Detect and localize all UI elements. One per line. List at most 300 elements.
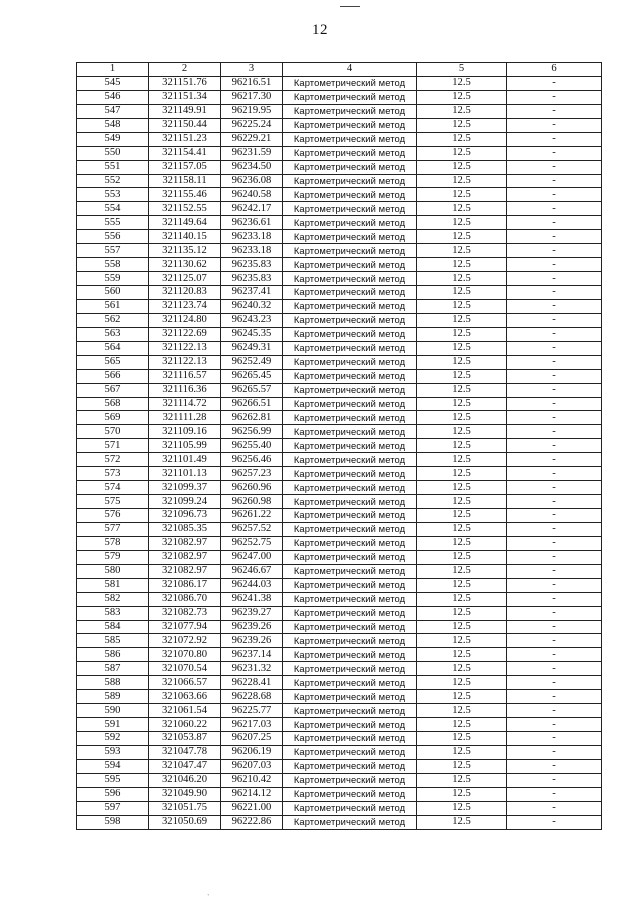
- precision-value-cell: 12.5: [417, 495, 507, 509]
- x-coordinate-cell: 321149.91: [149, 104, 221, 118]
- x-coordinate-cell: 321047.78: [149, 745, 221, 759]
- point-number-cell: 580: [77, 564, 149, 578]
- y-coordinate-cell: 96240.58: [221, 188, 283, 202]
- table-row: [77, 160, 602, 174]
- x-coordinate-cell: 321072.92: [149, 634, 221, 648]
- determination-method-cell: Картометрический метод: [283, 202, 417, 216]
- table-row: [77, 397, 602, 411]
- description-cell: -: [507, 634, 602, 648]
- x-coordinate-cell: 321085.35: [149, 522, 221, 536]
- point-number-cell: 549: [77, 132, 149, 146]
- precision-value-cell: 12.5: [417, 592, 507, 606]
- description-cell: -: [507, 244, 602, 258]
- x-coordinate-cell: 321086.70: [149, 592, 221, 606]
- determination-method-cell: Картометрический метод: [283, 118, 417, 132]
- point-number-cell: 597: [77, 801, 149, 815]
- y-coordinate-cell: 96207.03: [221, 759, 283, 773]
- description-cell: -: [507, 564, 602, 578]
- table-row: [77, 606, 602, 620]
- description-cell: -: [507, 662, 602, 676]
- precision-value-cell: 12.5: [417, 104, 507, 118]
- y-coordinate-cell: 96217.03: [221, 718, 283, 732]
- x-coordinate-cell: 321077.94: [149, 620, 221, 634]
- point-number-cell: 598: [77, 815, 149, 829]
- description-cell: -: [507, 299, 602, 313]
- description-cell: -: [507, 104, 602, 118]
- precision-value-cell: 12.5: [417, 606, 507, 620]
- y-coordinate-cell: 96265.57: [221, 383, 283, 397]
- precision-value-cell: 12.5: [417, 327, 507, 341]
- determination-method-cell: Картометрический метод: [283, 76, 417, 90]
- description-cell: -: [507, 146, 602, 160]
- determination-method-cell: Картометрический метод: [283, 160, 417, 174]
- determination-method-cell: Картометрический метод: [283, 815, 417, 829]
- y-coordinate-cell: 96222.86: [221, 815, 283, 829]
- point-number-cell: 564: [77, 341, 149, 355]
- table-row: [77, 815, 602, 829]
- description-cell: -: [507, 718, 602, 732]
- column-header-2: 2: [149, 63, 221, 77]
- table-row: [77, 787, 602, 801]
- table-row: [77, 425, 602, 439]
- point-number-cell: 581: [77, 578, 149, 592]
- determination-method-cell: Картометрический метод: [283, 244, 417, 258]
- description-cell: -: [507, 383, 602, 397]
- determination-method-cell: Картометрический метод: [283, 453, 417, 467]
- determination-method-cell: Картометрический метод: [283, 425, 417, 439]
- description-cell: -: [507, 313, 602, 327]
- determination-method-cell: Картометрический метод: [283, 564, 417, 578]
- point-number-cell: 562: [77, 313, 149, 327]
- table-row: [77, 146, 602, 160]
- determination-method-cell: Картометрический метод: [283, 467, 417, 481]
- point-number-cell: 571: [77, 439, 149, 453]
- point-number-cell: 551: [77, 160, 149, 174]
- x-coordinate-cell: 321152.55: [149, 202, 221, 216]
- table-row: [77, 759, 602, 773]
- x-coordinate-cell: 321047.47: [149, 759, 221, 773]
- point-number-cell: 552: [77, 174, 149, 188]
- description-cell: -: [507, 453, 602, 467]
- x-coordinate-cell: 321060.22: [149, 718, 221, 732]
- x-coordinate-cell: 321070.80: [149, 648, 221, 662]
- description-cell: -: [507, 90, 602, 104]
- table-row: [77, 258, 602, 272]
- description-cell: -: [507, 606, 602, 620]
- x-coordinate-cell: 321082.73: [149, 606, 221, 620]
- determination-method-cell: Картометрический метод: [283, 286, 417, 300]
- y-coordinate-cell: 96235.83: [221, 272, 283, 286]
- precision-value-cell: 12.5: [417, 536, 507, 550]
- y-coordinate-cell: 96256.99: [221, 425, 283, 439]
- determination-method-cell: Картометрический метод: [283, 411, 417, 425]
- precision-value-cell: 12.5: [417, 341, 507, 355]
- column-header-6: 6: [507, 63, 602, 77]
- precision-value-cell: 12.5: [417, 397, 507, 411]
- x-coordinate-cell: 321061.54: [149, 704, 221, 718]
- determination-method-cell: Картометрический метод: [283, 495, 417, 509]
- precision-value-cell: 12.5: [417, 815, 507, 829]
- precision-value-cell: 12.5: [417, 313, 507, 327]
- precision-value-cell: 12.5: [417, 718, 507, 732]
- table-row: [77, 286, 602, 300]
- table-row: [77, 383, 602, 397]
- point-number-cell: 593: [77, 745, 149, 759]
- x-coordinate-cell: 321109.16: [149, 425, 221, 439]
- precision-value-cell: 12.5: [417, 76, 507, 90]
- y-coordinate-cell: 96247.00: [221, 550, 283, 564]
- y-coordinate-cell: 96235.83: [221, 258, 283, 272]
- description-cell: -: [507, 286, 602, 300]
- precision-value-cell: 12.5: [417, 648, 507, 662]
- precision-value-cell: 12.5: [417, 662, 507, 676]
- determination-method-cell: Картометрический метод: [283, 104, 417, 118]
- precision-value-cell: 12.5: [417, 522, 507, 536]
- y-coordinate-cell: 96216.51: [221, 76, 283, 90]
- y-coordinate-cell: 96237.14: [221, 648, 283, 662]
- description-cell: -: [507, 620, 602, 634]
- precision-value-cell: 12.5: [417, 453, 507, 467]
- precision-value-cell: 12.5: [417, 690, 507, 704]
- description-cell: -: [507, 132, 602, 146]
- precision-value-cell: 12.5: [417, 425, 507, 439]
- table-row: [77, 620, 602, 634]
- description-cell: -: [507, 439, 602, 453]
- point-number-cell: 592: [77, 732, 149, 746]
- x-coordinate-cell: 321070.54: [149, 662, 221, 676]
- point-number-cell: 570: [77, 425, 149, 439]
- y-coordinate-cell: 96225.77: [221, 704, 283, 718]
- description-cell: -: [507, 118, 602, 132]
- scan-mark: `: [207, 893, 210, 902]
- determination-method-cell: Картометрический метод: [283, 216, 417, 230]
- table-row: [77, 662, 602, 676]
- table-row: [77, 90, 602, 104]
- table-row: [77, 76, 602, 90]
- determination-method-cell: Картометрический метод: [283, 620, 417, 634]
- description-cell: -: [507, 648, 602, 662]
- point-number-cell: 569: [77, 411, 149, 425]
- description-cell: -: [507, 327, 602, 341]
- y-coordinate-cell: 96260.98: [221, 495, 283, 509]
- point-number-cell: 545: [77, 76, 149, 90]
- x-coordinate-cell: 321053.87: [149, 732, 221, 746]
- table-row: [77, 481, 602, 495]
- point-number-cell: 576: [77, 509, 149, 523]
- point-number-cell: 554: [77, 202, 149, 216]
- description-cell: -: [507, 773, 602, 787]
- x-coordinate-cell: 321120.83: [149, 286, 221, 300]
- point-number-cell: 555: [77, 216, 149, 230]
- precision-value-cell: 12.5: [417, 467, 507, 481]
- x-coordinate-cell: 321122.69: [149, 327, 221, 341]
- description-cell: -: [507, 160, 602, 174]
- table-row: [77, 411, 602, 425]
- point-number-cell: 591: [77, 718, 149, 732]
- description-cell: -: [507, 690, 602, 704]
- y-coordinate-cell: 96243.23: [221, 313, 283, 327]
- table-row: [77, 313, 602, 327]
- description-cell: -: [507, 509, 602, 523]
- x-coordinate-cell: 321105.99: [149, 439, 221, 453]
- x-coordinate-cell: 321082.97: [149, 564, 221, 578]
- point-number-cell: 567: [77, 383, 149, 397]
- x-coordinate-cell: 321124.80: [149, 313, 221, 327]
- description-cell: -: [507, 258, 602, 272]
- y-coordinate-cell: 96246.67: [221, 564, 283, 578]
- determination-method-cell: Картометрический метод: [283, 90, 417, 104]
- table-row: [77, 341, 602, 355]
- point-number-cell: 557: [77, 244, 149, 258]
- x-coordinate-cell: 321157.05: [149, 160, 221, 174]
- point-number-cell: 548: [77, 118, 149, 132]
- precision-value-cell: 12.5: [417, 550, 507, 564]
- determination-method-cell: Картометрический метод: [283, 439, 417, 453]
- table-row: [77, 676, 602, 690]
- determination-method-cell: Картометрический метод: [283, 313, 417, 327]
- table-row: [77, 467, 602, 481]
- precision-value-cell: 12.5: [417, 355, 507, 369]
- point-number-cell: 565: [77, 355, 149, 369]
- point-number-cell: 558: [77, 258, 149, 272]
- table-body: [77, 76, 602, 829]
- determination-method-cell: Картометрический метод: [283, 509, 417, 523]
- table-row: [77, 550, 602, 564]
- precision-value-cell: 12.5: [417, 732, 507, 746]
- point-number-cell: 550: [77, 146, 149, 160]
- y-coordinate-cell: 96206.19: [221, 745, 283, 759]
- y-coordinate-cell: 96228.68: [221, 690, 283, 704]
- determination-method-cell: Картометрический метод: [283, 550, 417, 564]
- point-number-cell: 583: [77, 606, 149, 620]
- y-coordinate-cell: 96242.17: [221, 202, 283, 216]
- table-row: [77, 718, 602, 732]
- description-cell: -: [507, 425, 602, 439]
- description-cell: -: [507, 536, 602, 550]
- table-row: [77, 327, 602, 341]
- precision-value-cell: 12.5: [417, 369, 507, 383]
- point-number-cell: 585: [77, 634, 149, 648]
- precision-value-cell: 12.5: [417, 620, 507, 634]
- y-coordinate-cell: 96239.26: [221, 634, 283, 648]
- point-number-cell: 572: [77, 453, 149, 467]
- precision-value-cell: 12.5: [417, 244, 507, 258]
- determination-method-cell: Картометрический метод: [283, 745, 417, 759]
- description-cell: -: [507, 369, 602, 383]
- precision-value-cell: 12.5: [417, 564, 507, 578]
- determination-method-cell: Картометрический метод: [283, 690, 417, 704]
- y-coordinate-cell: 96234.50: [221, 160, 283, 174]
- x-coordinate-cell: 321086.17: [149, 578, 221, 592]
- y-coordinate-cell: 96244.03: [221, 578, 283, 592]
- y-coordinate-cell: 96219.95: [221, 104, 283, 118]
- description-cell: -: [507, 216, 602, 230]
- y-coordinate-cell: 96239.26: [221, 620, 283, 634]
- determination-method-cell: Картометрический метод: [283, 718, 417, 732]
- precision-value-cell: 12.5: [417, 439, 507, 453]
- description-cell: -: [507, 272, 602, 286]
- determination-method-cell: Картометрический метод: [283, 230, 417, 244]
- table-row: [77, 355, 602, 369]
- point-number-cell: 566: [77, 369, 149, 383]
- determination-method-cell: Картометрический метод: [283, 272, 417, 286]
- x-coordinate-cell: 321082.97: [149, 536, 221, 550]
- precision-value-cell: 12.5: [417, 773, 507, 787]
- table-row: [77, 745, 602, 759]
- precision-value-cell: 12.5: [417, 745, 507, 759]
- x-coordinate-cell: 321050.69: [149, 815, 221, 829]
- x-coordinate-cell: 321125.07: [149, 272, 221, 286]
- x-coordinate-cell: 321101.13: [149, 467, 221, 481]
- table-row: [77, 495, 602, 509]
- x-coordinate-cell: 321158.11: [149, 174, 221, 188]
- description-cell: -: [507, 202, 602, 216]
- page-top-rule: [340, 6, 360, 7]
- determination-method-cell: Картометрический метод: [283, 787, 417, 801]
- x-coordinate-cell: 321135.12: [149, 244, 221, 258]
- x-coordinate-cell: 321122.13: [149, 355, 221, 369]
- x-coordinate-cell: 321099.37: [149, 481, 221, 495]
- determination-method-cell: Картометрический метод: [283, 132, 417, 146]
- precision-value-cell: 12.5: [417, 676, 507, 690]
- y-coordinate-cell: 96231.32: [221, 662, 283, 676]
- column-header-5: 5: [417, 63, 507, 77]
- point-number-cell: 546: [77, 90, 149, 104]
- y-coordinate-cell: 96265.45: [221, 369, 283, 383]
- precision-value-cell: 12.5: [417, 202, 507, 216]
- determination-method-cell: Картометрический метод: [283, 648, 417, 662]
- table-row: [77, 704, 602, 718]
- description-cell: -: [507, 704, 602, 718]
- y-coordinate-cell: 96233.18: [221, 230, 283, 244]
- table-row: [77, 648, 602, 662]
- description-cell: -: [507, 801, 602, 815]
- determination-method-cell: Картометрический метод: [283, 536, 417, 550]
- x-coordinate-cell: 321123.74: [149, 299, 221, 313]
- x-coordinate-cell: 321151.34: [149, 90, 221, 104]
- table-row: [77, 230, 602, 244]
- y-coordinate-cell: 96257.23: [221, 467, 283, 481]
- table-row: [77, 773, 602, 787]
- y-coordinate-cell: 96260.96: [221, 481, 283, 495]
- point-number-cell: 547: [77, 104, 149, 118]
- precision-value-cell: 12.5: [417, 272, 507, 286]
- x-coordinate-cell: 321101.49: [149, 453, 221, 467]
- point-number-cell: 586: [77, 648, 149, 662]
- description-cell: -: [507, 481, 602, 495]
- precision-value-cell: 12.5: [417, 230, 507, 244]
- determination-method-cell: Картометрический метод: [283, 662, 417, 676]
- point-number-cell: 561: [77, 299, 149, 313]
- page-number: 12: [312, 22, 328, 38]
- determination-method-cell: Картометрический метод: [283, 327, 417, 341]
- table-row: [77, 132, 602, 146]
- point-number-cell: 563: [77, 327, 149, 341]
- description-cell: -: [507, 745, 602, 759]
- y-coordinate-cell: 96210.42: [221, 773, 283, 787]
- x-coordinate-cell: 321155.46: [149, 188, 221, 202]
- point-number-cell: 575: [77, 495, 149, 509]
- determination-method-cell: Картометрический метод: [283, 481, 417, 495]
- table-row: [77, 592, 602, 606]
- y-coordinate-cell: 96257.52: [221, 522, 283, 536]
- table-row: [77, 369, 602, 383]
- table-row: [77, 202, 602, 216]
- point-number-cell: 588: [77, 676, 149, 690]
- x-coordinate-cell: 321140.15: [149, 230, 221, 244]
- precision-value-cell: 12.5: [417, 90, 507, 104]
- y-coordinate-cell: 96231.59: [221, 146, 283, 160]
- y-coordinate-cell: 96249.31: [221, 341, 283, 355]
- column-header-1: 1: [77, 63, 149, 77]
- precision-value-cell: 12.5: [417, 801, 507, 815]
- point-number-cell: 584: [77, 620, 149, 634]
- precision-value-cell: 12.5: [417, 299, 507, 313]
- precision-value-cell: 12.5: [417, 787, 507, 801]
- y-coordinate-cell: 96239.27: [221, 606, 283, 620]
- precision-value-cell: 12.5: [417, 146, 507, 160]
- table-row: [77, 801, 602, 815]
- description-cell: -: [507, 397, 602, 411]
- precision-value-cell: 12.5: [417, 704, 507, 718]
- determination-method-cell: Картометрический метод: [283, 299, 417, 313]
- table-header-row: [77, 63, 602, 77]
- y-coordinate-cell: 96221.00: [221, 801, 283, 815]
- table-row: [77, 509, 602, 523]
- description-cell: -: [507, 759, 602, 773]
- determination-method-cell: Картометрический метод: [283, 258, 417, 272]
- table-row: [77, 634, 602, 648]
- point-number-cell: 587: [77, 662, 149, 676]
- point-number-cell: 595: [77, 773, 149, 787]
- x-coordinate-cell: 321099.24: [149, 495, 221, 509]
- table-row: [77, 272, 602, 286]
- description-cell: -: [507, 550, 602, 564]
- determination-method-cell: Картометрический метод: [283, 801, 417, 815]
- description-cell: -: [507, 467, 602, 481]
- table-row: [77, 564, 602, 578]
- determination-method-cell: Картометрический метод: [283, 369, 417, 383]
- x-coordinate-cell: 321096.73: [149, 509, 221, 523]
- x-coordinate-cell: 321066.57: [149, 676, 221, 690]
- precision-value-cell: 12.5: [417, 759, 507, 773]
- description-cell: -: [507, 522, 602, 536]
- precision-value-cell: 12.5: [417, 160, 507, 174]
- y-coordinate-cell: 96207.25: [221, 732, 283, 746]
- x-coordinate-cell: 321154.41: [149, 146, 221, 160]
- y-coordinate-cell: 96255.40: [221, 439, 283, 453]
- y-coordinate-cell: 96240.32: [221, 299, 283, 313]
- determination-method-cell: Картометрический метод: [283, 341, 417, 355]
- determination-method-cell: Картометрический метод: [283, 606, 417, 620]
- point-number-cell: 556: [77, 230, 149, 244]
- precision-value-cell: 12.5: [417, 174, 507, 188]
- point-number-cell: 589: [77, 690, 149, 704]
- x-coordinate-cell: 321116.57: [149, 369, 221, 383]
- determination-method-cell: Картометрический метод: [283, 578, 417, 592]
- determination-method-cell: Картометрический метод: [283, 759, 417, 773]
- point-number-cell: 579: [77, 550, 149, 564]
- determination-method-cell: Картометрический метод: [283, 522, 417, 536]
- description-cell: -: [507, 341, 602, 355]
- point-number-cell: 559: [77, 272, 149, 286]
- y-coordinate-cell: 96228.41: [221, 676, 283, 690]
- description-cell: -: [507, 592, 602, 606]
- x-coordinate-cell: 321122.13: [149, 341, 221, 355]
- y-coordinate-cell: 96261.22: [221, 509, 283, 523]
- column-header-4: 4: [283, 63, 417, 77]
- precision-value-cell: 12.5: [417, 286, 507, 300]
